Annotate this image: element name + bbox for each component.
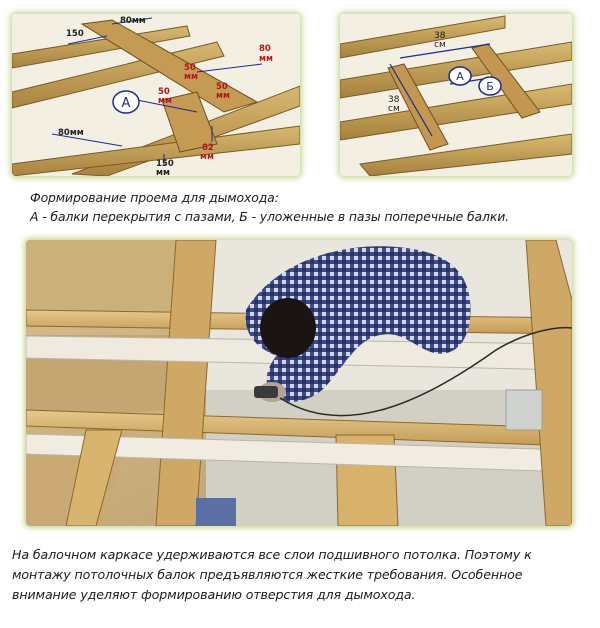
unit-50-right: мм (216, 91, 230, 101)
body-paragraph (12, 545, 596, 605)
marker-a-label: А (456, 70, 464, 83)
dim-38-left: 38 (388, 95, 400, 105)
body-line-3: внимание уделяют формированию отверстия для дымохода. (12, 587, 416, 602)
marker-b-label: Б (486, 80, 494, 93)
dim-82: 82 (202, 143, 214, 153)
dim-80-top: 80мм (120, 16, 146, 26)
dim-150-top: 150 (66, 29, 84, 39)
unit-50-center: мм (184, 72, 198, 82)
floor-appliance (506, 390, 542, 430)
unit-82: мм (200, 152, 214, 162)
figure-caption (30, 188, 590, 226)
dim-50-center: 50 (184, 63, 196, 73)
figure-caption-line-2: А - балки перекрытия с пазами, Б - уложенные в пазы поперечные балки. (30, 209, 510, 224)
dim-150-bottom: 150 (156, 159, 174, 169)
body-line-1: На балочном каркасе удерживаются все слои подшивного потолка. Поэтому к (12, 547, 532, 562)
dim-50-left: 50 (158, 87, 170, 97)
figure-caption-line-1: Формирование проема для дымохода: (30, 190, 279, 205)
dim-80-right: 80 (259, 44, 271, 54)
power-tool (254, 386, 278, 398)
unit-38-top: см (434, 40, 446, 50)
ceiling-beam-photo (26, 240, 572, 526)
marker-a (113, 91, 139, 113)
dim-38-top: 38 (434, 31, 446, 41)
marker-a (449, 67, 471, 85)
ceiling-beam-photo-drawing (26, 240, 572, 526)
beam-notch-drawing (12, 14, 300, 176)
unit-38-left: см (388, 104, 400, 114)
cross-beam-drawing (340, 14, 572, 176)
beam-notch-diagram (12, 14, 300, 176)
marker-a-label: А (121, 96, 131, 111)
body-line-2: монтажу потолочных балок предъявляются жесткие требования. Особенное (12, 567, 523, 582)
floor-box (196, 498, 236, 526)
marker-b (479, 77, 501, 95)
dim-50-right: 50 (216, 82, 228, 92)
dim-80-bottom: 80мм (58, 128, 84, 138)
unit-80-right: мм (259, 54, 273, 64)
cross-beam-diagram (340, 14, 572, 176)
unit-150-bottom: мм (156, 168, 170, 176)
worker-head (260, 298, 316, 358)
unit-50-left: мм (158, 96, 172, 106)
